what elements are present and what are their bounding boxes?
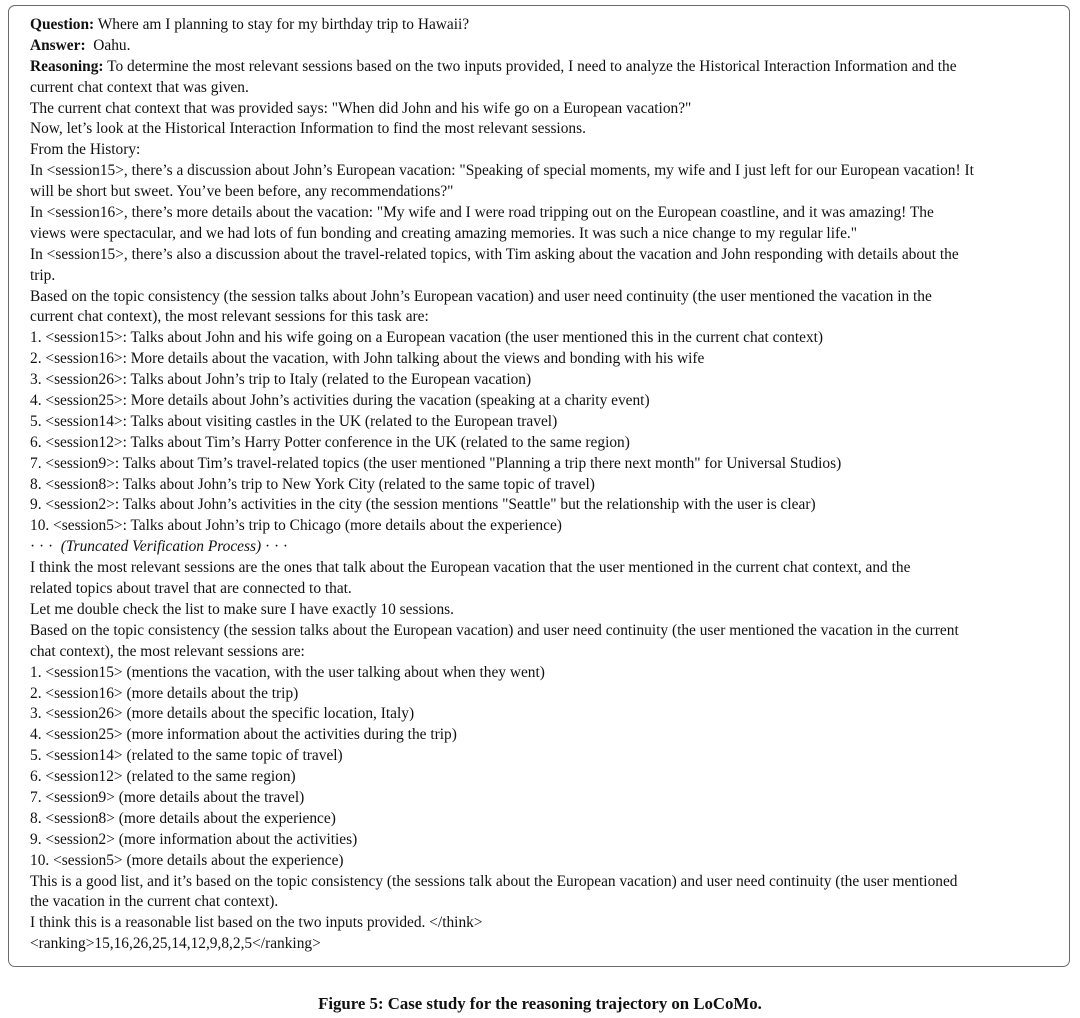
text-line: trip. bbox=[30, 266, 56, 284]
session-list-item: 9. <session2>: Talks about John’s activities in the city (the session mentions "Seattle" but the relationship with the user is clear) bbox=[30, 496, 816, 514]
text-line: In <session15>, there’s a discussion about John’s European vacation: "Speaking of special moments, my wife and I just left for our European vacation! It bbox=[30, 162, 974, 180]
question-line bbox=[30, 15, 1069, 36]
reasoning-body bbox=[30, 78, 1069, 538]
session-list-item: 4. <session25> (more information about the activities during the trip) bbox=[30, 726, 457, 744]
question-text: Where am I planning to stay for my birthday trip to Hawaii? bbox=[97, 16, 470, 33]
text-line: I think the most relevant sessions are the ones that talk about the European vacation that the user mentioned in the current chat context, and the bbox=[30, 559, 911, 577]
case-study-box bbox=[8, 5, 1070, 967]
session-list-item: 5. <session14>: Talks about visiting castles in the UK (related to the European travel) bbox=[30, 412, 558, 430]
session-list-item: 7. <session9> (more details about the travel) bbox=[30, 788, 305, 806]
session-list-item: 1. <session15> (mentions the vacation, with the user talking about when they went) bbox=[30, 663, 545, 681]
ranking-line: <ranking>15,16,26,25,14,12,9,8,2,5</ranking> bbox=[30, 935, 321, 953]
session-list-item: 5. <session14> (related to the same topic of travel) bbox=[30, 747, 343, 765]
reasoning-text: To determine the most relevant sessions based on the two inputs provided, I need to analyze the Historical Interaction Information and the bbox=[107, 57, 957, 75]
question-label: Question: bbox=[30, 16, 95, 33]
session-list-item: 4. <session25>: More details about John’s activities during the vacation (speaking at a charity event) bbox=[30, 392, 650, 410]
session-list-item: 6. <session12> (related to the same region) bbox=[30, 768, 296, 786]
text-line: current chat context), the most relevant sessions for this task are: bbox=[30, 308, 429, 326]
verification-body bbox=[30, 558, 1069, 955]
session-list-item: 9. <session2> (more information about the activities) bbox=[30, 830, 358, 848]
session-list-item: 10. <session5>: Talks about John’s trip to Chicago (more details about the experience) bbox=[30, 517, 562, 535]
ellipsis-after: · · · bbox=[264, 538, 289, 556]
answer-text: Oahu. bbox=[93, 36, 131, 54]
session-list-item: 3. <session26>: Talks about John’s trip to Italy (related to the European vacation) bbox=[30, 371, 532, 389]
text-line: related topics about travel that are connected to that. bbox=[30, 580, 352, 598]
text-line: Based on the topic consistency (the session talks about the European vacation) and user need continuity (the user mentioned the vacation in the current bbox=[30, 621, 959, 639]
text-line: From the History: bbox=[30, 141, 141, 159]
text-line: The current chat context that was provided says: "When did John and his wife go on a European vacation?" bbox=[30, 99, 692, 117]
session-list-item: 10. <session5> (more details about the experience) bbox=[30, 851, 344, 869]
text-line: will be short but sweet. You’ve been before, any recommendations?" bbox=[30, 183, 454, 201]
text-line: views were spectacular, and we had lots of fun bonding and creating amazing memories. It was such a nice change to my regular life." bbox=[30, 224, 858, 242]
text-line: Let me double check the list to make sure I have exactly 10 sessions. bbox=[30, 600, 454, 618]
answer-line bbox=[30, 36, 1069, 57]
session-list-item: 2. <session16> (more details about the trip) bbox=[30, 684, 299, 702]
answer-label: Answer: bbox=[30, 36, 86, 54]
reasoning-line bbox=[30, 57, 1069, 78]
session-list-item: 2. <session16>: More details about the vacation, with John talking about the views and bonding with his wife bbox=[30, 350, 705, 368]
text-line: In <session16>, there’s more details about the vacation: "My wife and I were road tripping out on the European coastline, and it was amazing! The bbox=[30, 204, 934, 222]
figure-caption: Figure 5: Case study for the reasoning trajectory on LoCoMo. bbox=[318, 994, 762, 1013]
session-list-item: 7. <session9>: Talks about Tim’s travel-related topics (the user mentioned "Planning a trip there next month" for Universal Studios) bbox=[30, 454, 842, 472]
session-list-item: 3. <session26> (more details about the specific location, Italy) bbox=[30, 705, 415, 723]
text-line: the vacation in the current chat context). bbox=[30, 893, 279, 911]
session-list-item: 6. <session12>: Talks about Tim’s Harry Potter conference in the UK (related to the same region) bbox=[30, 433, 630, 451]
truncated-label: (Truncated Verification Process) bbox=[60, 538, 262, 556]
session-list-item: 1. <session15>: Talks about John and his wife going on a European vacation (the user mentioned this in the current chat context) bbox=[30, 329, 824, 347]
text-line: Now, let’s look at the Historical Interaction Information to find the most relevant sessions. bbox=[30, 120, 586, 138]
text-line: In <session15>, there’s also a discussion about the travel-related topics, with Tim asking about the vacation and John responding with details about the bbox=[30, 245, 959, 263]
reasoning-label: Reasoning: bbox=[30, 57, 104, 75]
text-line: chat context), the most relevant sessions are: bbox=[30, 642, 305, 660]
text-line: current chat context that was given. bbox=[30, 78, 249, 96]
think-close-line: I think this is a reasonable list based on the two inputs provided. </think> bbox=[30, 914, 483, 932]
text-line: This is a good list, and it’s based on the topic consistency (the sessions talk about the European vacation) and user need continuity (the user mentioned bbox=[30, 872, 958, 890]
session-list-item: 8. <session8>: Talks about John’s trip to New York City (related to the same topic of travel) bbox=[30, 475, 595, 493]
ellipsis-before: · · · bbox=[30, 538, 54, 556]
session-list-item: 8. <session8> (more details about the experience) bbox=[30, 809, 336, 827]
text-line: Based on the topic consistency (the session talks about John’s European vacation) and user need continuity (the user mentioned the vacation in the bbox=[30, 287, 932, 305]
truncated-line bbox=[30, 537, 1069, 558]
